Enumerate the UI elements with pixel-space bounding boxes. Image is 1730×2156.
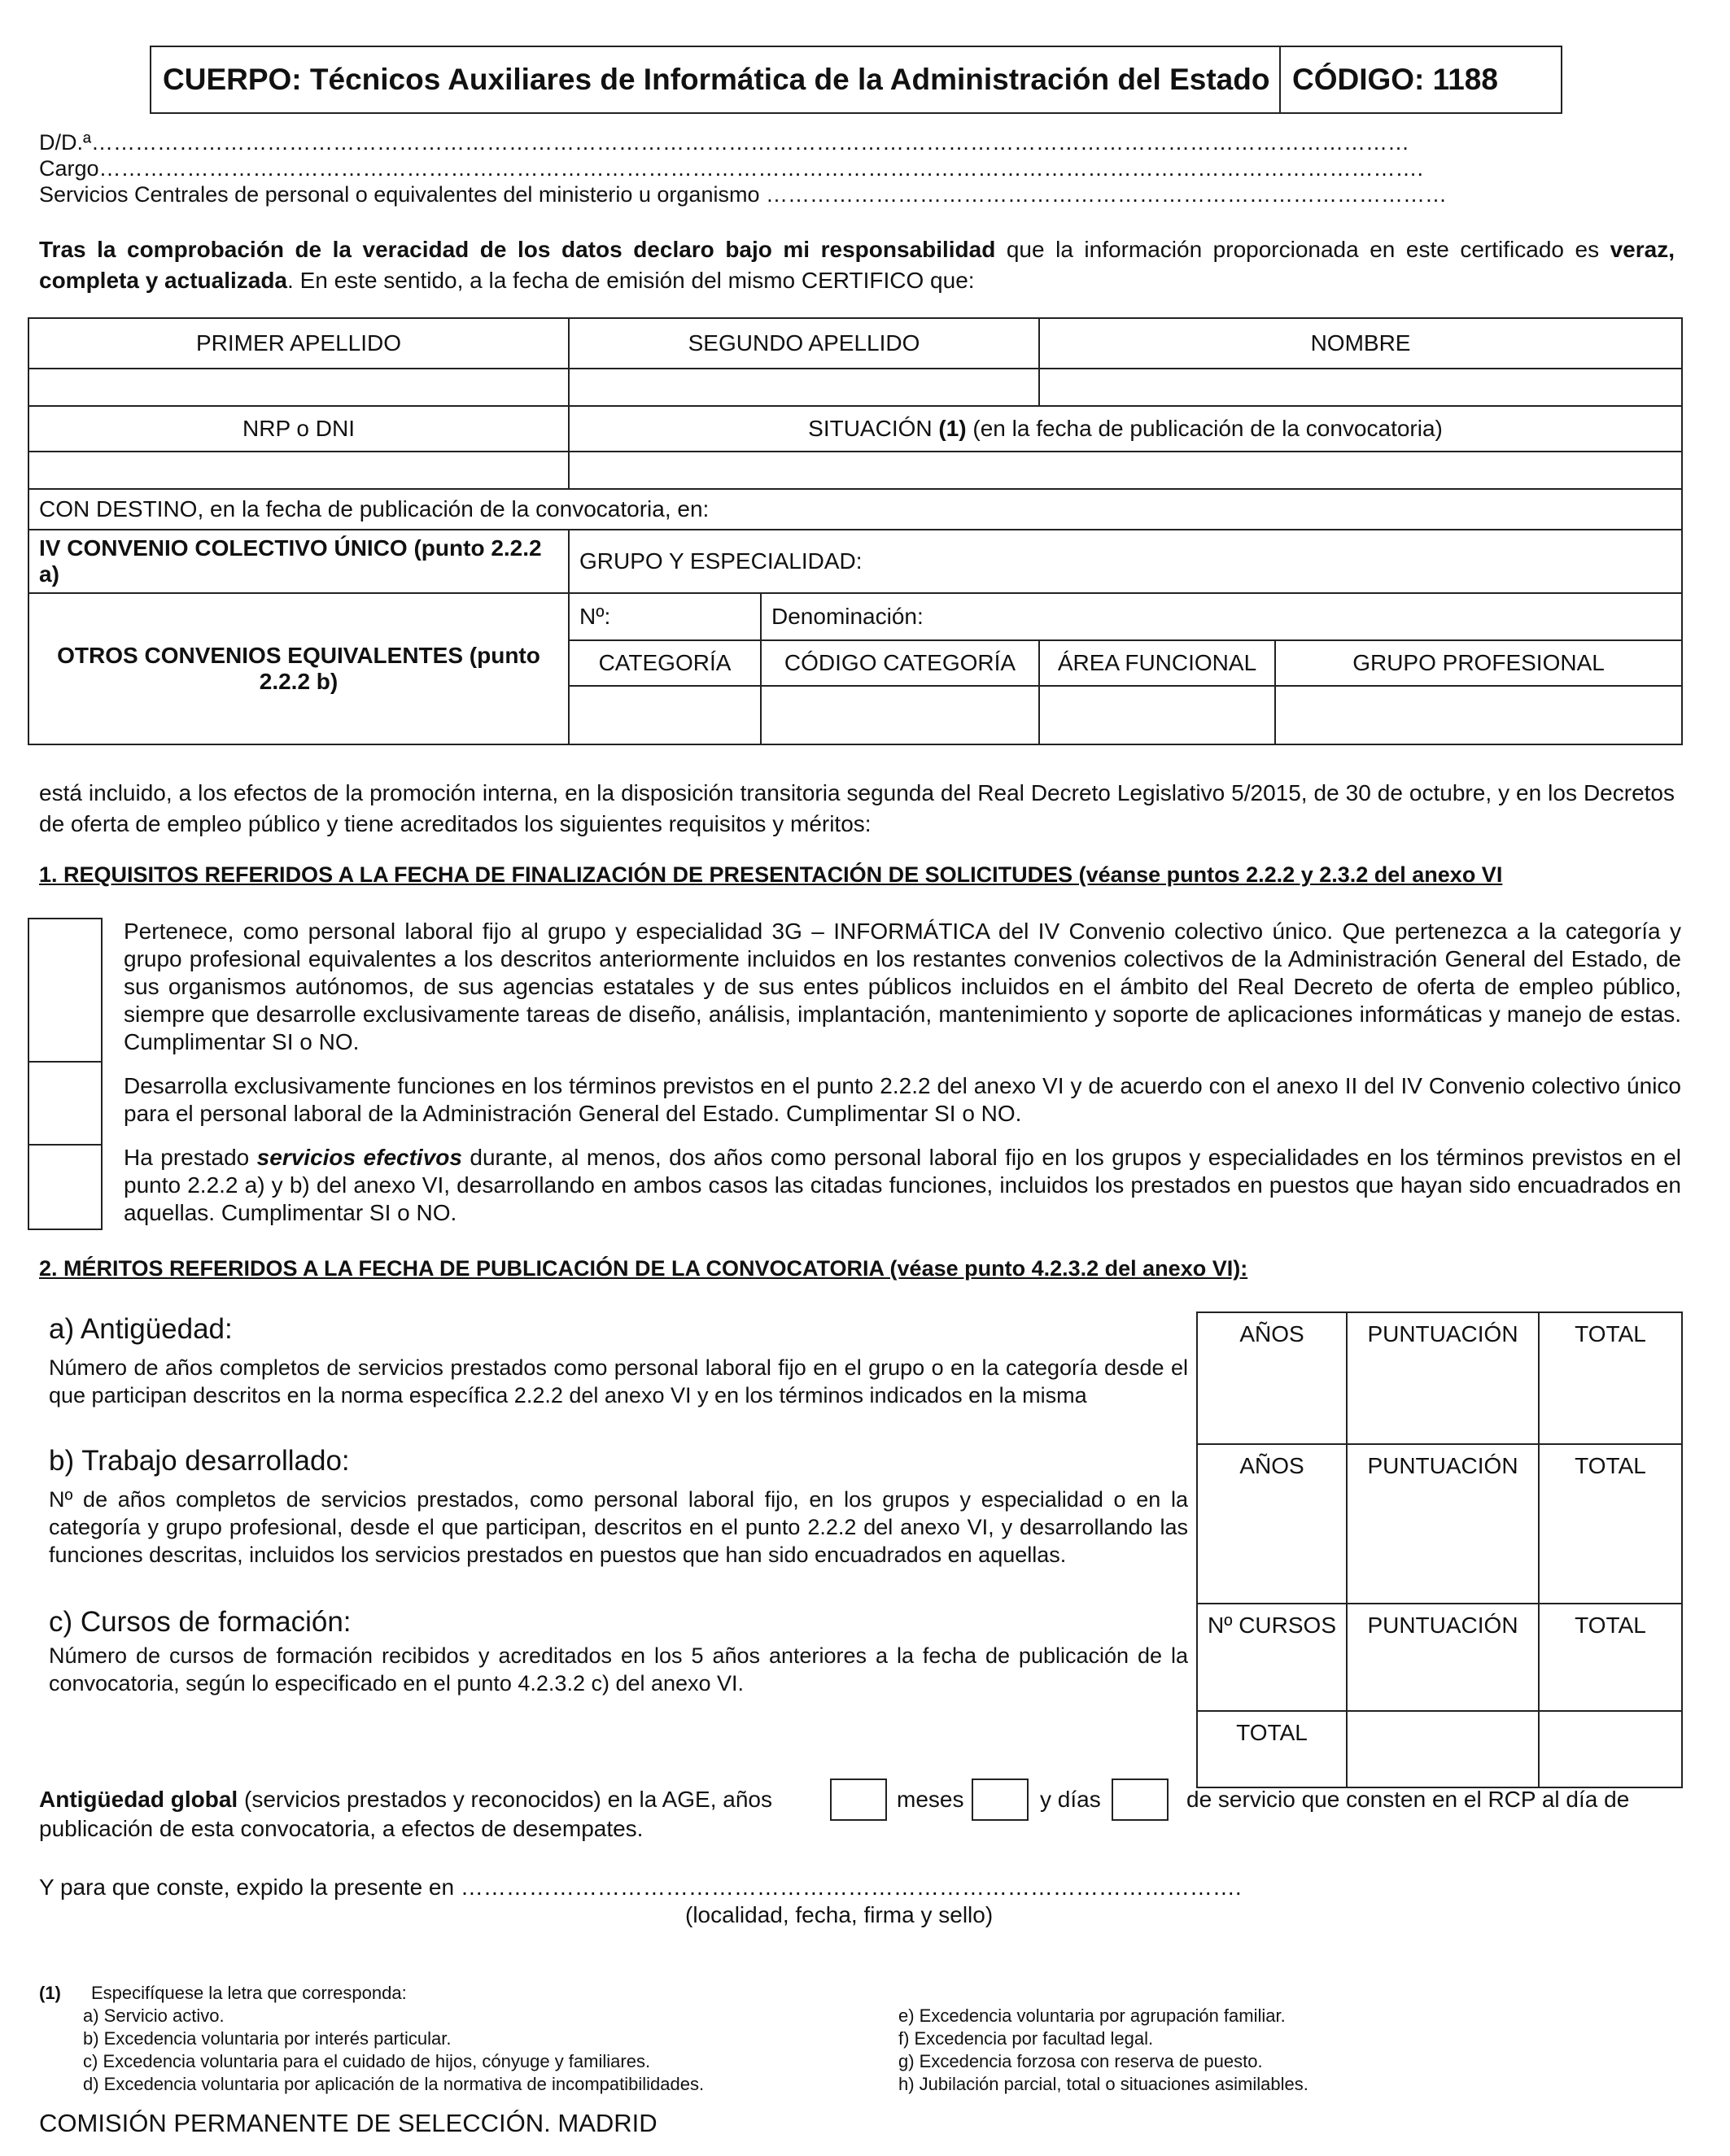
footnote-item: f) Excedencia por facultad legal. xyxy=(898,2028,1154,2049)
nrp-field[interactable] xyxy=(28,452,569,489)
footnote-intro: Especifíquese la letra que corresponda: xyxy=(91,1983,407,2003)
expido-sub: (localidad, fecha, firma y sello) xyxy=(685,1902,994,1927)
footnote-mark: (1) xyxy=(39,1983,61,2003)
footnote-item: h) Jubilación parcial, total o situaciones asimilables. xyxy=(898,2074,1308,2094)
req2-checkbox[interactable] xyxy=(28,1061,103,1146)
req1-text: Pertenece, como personal laboral fijo al grupo y especialidad 3G – INFORMÁTICA del IV Convenio colectivo único. Que pertenezca a la categoría y grupo profesional equivalentes a los descritos anteriormente incluidos en los restantes convenios colectivos de la Administración General del Estado, de sus organismos autónomos, de sus agencias estatales y de sus entes públicos incluidos en el ámbito del Real Decreto de oferta de empleo público, siempre que desarrolle exclusivamente tareas de diseño, análisis, implantación, mantenimiento y soporte de aplicaciones informáticas y manejo de estas. Cumplimentar SI o NO. xyxy=(124,919,1681,1054)
footer-commission: COMISIÓN PERMANENTE DE SELECCIÓN. MADRID xyxy=(39,2109,657,2137)
expido-line[interactable]: Y para que conste, expido la presente en …………………………………………………………………………………………. xyxy=(39,1874,1242,1900)
segundo-apellido-header: SEGUNDO APELLIDO xyxy=(569,318,1039,369)
req1-checkbox[interactable] xyxy=(28,918,103,1063)
trabajo-total[interactable]: TOTAL xyxy=(1539,1444,1682,1604)
servicios-line[interactable]: Servicios Centrales de personal o equivalentes del ministerio u organismo ………………………………………………………………………………… xyxy=(39,182,1447,207)
footnote-item: a) Servicio activo. xyxy=(83,2005,225,2026)
grand-total-blank xyxy=(1347,1711,1539,1787)
req3-text xyxy=(124,1144,1681,1227)
footnote-left xyxy=(83,2005,704,2096)
footnote-item: e) Excedencia voluntaria por agrupación familiar. xyxy=(898,2005,1286,2026)
con-destino-label: CON DESTINO, en la fecha de publicación de la convocatoria, en: xyxy=(28,489,1682,530)
meses-label: meses xyxy=(897,1787,964,1812)
antiguedad-text: Número de años completos de servicios prestados como personal laboral fijo en el grupo o en la categoría desde el que participan descritos en la norma específica 2.2.2 del anexo VI y en los términos indicados en la misma xyxy=(49,1355,1188,1408)
situacion-label: SITUACIÓN xyxy=(808,416,939,441)
req2-text: Desarrolla exclusivamente funciones en los términos previstos en el punto 2.2.2 del anexo VI y de acuerdo con el anexo II del IV Convenio colectivo único para el personal laboral de la Administración General del Estado. Cumplimentar SI o NO. xyxy=(124,1073,1681,1126)
situacion-note-ref: (1) xyxy=(938,416,967,441)
antiguedad-global-text-3: publicación de esta convocatoria, a efectos de desempates. xyxy=(39,1816,644,1841)
req3-text-a: Ha prestado xyxy=(124,1145,257,1170)
grupo-profesional-header: GRUPO PROFESIONAL xyxy=(1275,640,1682,686)
antiguedad-global-text: (servicios prestados y reconocidos) en la AGE, años xyxy=(238,1787,772,1812)
cargo-line[interactable]: Cargo………………………………………………………………………………………………………………………………………………………………. xyxy=(39,156,1424,181)
req3-text-c: durante, al menos, dos años como personal laboral fijo en los grupos y especialidades en los términos previstos en el punto 2.2.2 a) y b) del anexo VI, desarrollando en ambos casos las citadas funciones, incluidos los prestados en puestos que hayan sido encuadrados en aquellas. Cumplimentar SI o NO. xyxy=(124,1145,1681,1225)
antiguedad-anos[interactable]: AÑOS xyxy=(1197,1312,1347,1444)
categoria-field[interactable] xyxy=(569,686,761,744)
area-funcional-header: ÁREA FUNCIONAL xyxy=(1039,640,1275,686)
nrp-header: NRP o DNI xyxy=(28,406,569,452)
numero-field[interactable]: Nº: xyxy=(569,593,761,640)
antiguedad-global-text-2: de servicio que consten en el RCP al día de xyxy=(1186,1787,1630,1812)
antiguedad-global-bold: Antigüedad global xyxy=(39,1787,238,1812)
cursos-text: Número de cursos de formación recibidos y acreditados en los 5 años anteriores a la fecha de publicación de la convocatoria, según lo especificado en el punto 4.2.3.2 c) del anexo VI. xyxy=(49,1643,1188,1696)
declaration-bold-2: veraz, completa y actualizada xyxy=(39,237,1675,293)
anos-box[interactable] xyxy=(830,1778,887,1821)
declaration xyxy=(39,234,1675,296)
nombre-field[interactable] xyxy=(1039,369,1682,406)
meses-box[interactable] xyxy=(972,1778,1029,1821)
trabajo-anos[interactable]: AÑOS xyxy=(1197,1444,1347,1604)
iv-convenio-label: IV CONVENIO COLECTIVO ÚNICO (punto 2.2.2 a) xyxy=(28,530,569,593)
req3-checkbox[interactable] xyxy=(28,1144,103,1230)
codigo-categoria-field[interactable] xyxy=(761,686,1039,744)
codigo-categoria-header: CÓDIGO CATEGORÍA xyxy=(761,640,1039,686)
cursos-title: c) Cursos de formación: xyxy=(49,1606,352,1638)
cursos-total[interactable]: TOTAL xyxy=(1539,1604,1682,1711)
antiguedad-puntuacion[interactable]: PUNTUACIÓN xyxy=(1347,1312,1539,1444)
denominacion-field[interactable]: Denominación: xyxy=(761,593,1682,640)
grand-total-label: TOTAL xyxy=(1197,1711,1347,1787)
antiguedad-title: a) Antigüedad: xyxy=(49,1313,233,1345)
footnote-item: g) Excedencia forzosa con reserva de puesto. xyxy=(898,2051,1263,2071)
categoria-header: CATEGORÍA xyxy=(569,640,761,686)
dd-line[interactable]: D/D.ª……………………………………………………………………………………………………………………………………………………………… xyxy=(39,130,1409,155)
nombre-header: NOMBRE xyxy=(1039,318,1682,369)
trabajo-puntuacion[interactable]: PUNTUACIÓN xyxy=(1347,1444,1539,1604)
dias-label: y días xyxy=(1040,1787,1101,1812)
primer-apellido-field[interactable] xyxy=(28,369,569,406)
footnote-item: d) Excedencia voluntaria por aplicación de la normativa de incompatibilidades. xyxy=(83,2074,705,2094)
identification-table xyxy=(28,317,1683,745)
header-box xyxy=(150,46,1562,114)
section1-title: 1. REQUISITOS REFERIDOS A LA FECHA DE FINALIZACIÓN DE PRESENTACIÓN DE SOLICITUDES (véanse puntos 2.2.2 y 2.3.2 del anexo VI xyxy=(39,862,1503,887)
otros-convenios-label: OTROS CONVENIOS EQUIVALENTES (punto 2.2.2 b) xyxy=(28,593,569,744)
cuerpo-title: CUERPO: Técnicos Auxiliares de Informática de la Administración del Estado xyxy=(151,47,1281,112)
section2-title: 2. MÉRITOS REFERIDOS A LA FECHA DE PUBLICACIÓN DE LA CONVOCATORIA (véase punto 4.2.3.2 del anexo VI): xyxy=(39,1256,1248,1281)
cursos-numero[interactable]: Nº CURSOS xyxy=(1197,1604,1347,1711)
grand-total-value[interactable] xyxy=(1539,1711,1682,1787)
grupo-especialidad-field[interactable]: GRUPO Y ESPECIALIDAD: xyxy=(569,530,1682,593)
antiguedad-total[interactable]: TOTAL xyxy=(1539,1312,1682,1444)
antiguedad-global-label xyxy=(39,1787,772,1813)
footnote-item: b) Excedencia voluntaria por interés particular. xyxy=(83,2028,452,2049)
dias-box[interactable] xyxy=(1112,1778,1169,1821)
primer-apellido-header: PRIMER APELLIDO xyxy=(28,318,569,369)
cursos-puntuacion[interactable]: PUNTUACIÓN xyxy=(1347,1604,1539,1711)
declaration-bold-1: Tras la comprobación de la veracidad de los datos declaro bajo mi responsabilidad xyxy=(39,237,996,262)
codigo-label: CÓDIGO: 1188 xyxy=(1292,63,1498,96)
declaration-text-2: . En este sentido, a la fecha de emisión del mismo CERTIFICO que: xyxy=(287,268,975,293)
situacion-header xyxy=(569,406,1682,452)
situacion-field[interactable] xyxy=(569,452,1682,489)
merits-table xyxy=(1196,1311,1683,1788)
trabajo-title: b) Trabajo desarrollado: xyxy=(49,1445,350,1477)
req3-text-emph: servicios efectivos xyxy=(256,1145,462,1170)
declaration-text-1: que la información proporcionada en este certificado es xyxy=(995,237,1610,262)
area-funcional-field[interactable] xyxy=(1039,686,1275,744)
footnote-right xyxy=(898,2005,1308,2096)
trabajo-text: Nº de años completos de servicios prestados, como personal laboral fijo, en los grupos y especialidad o en la categoría y grupo profesional, desde el que participan, descritos en el punto 2.2.2 del anexo VI, y desarrollando las funciones descritas, incluidos los servicios prestados en puestos que han sido encuadrados en aquellas. xyxy=(49,1487,1188,1567)
segundo-apellido-field[interactable] xyxy=(569,369,1039,406)
situacion-detail: (en la fecha de publicación de la convocatoria) xyxy=(966,416,1443,441)
grupo-profesional-field[interactable] xyxy=(1275,686,1682,744)
included-paragraph: está incluido, a los efectos de la promoción interna, en la disposición transitoria segunda del Real Decreto Legislativo 5/2015, de 30 de octubre, y en los Decretos de oferta de empleo público y tiene acreditados los siguientes requisitos y méritos: xyxy=(39,780,1675,836)
footnote-item: c) Excedencia voluntaria para el cuidado de hijos, cónyuge y familiares. xyxy=(83,2051,651,2071)
